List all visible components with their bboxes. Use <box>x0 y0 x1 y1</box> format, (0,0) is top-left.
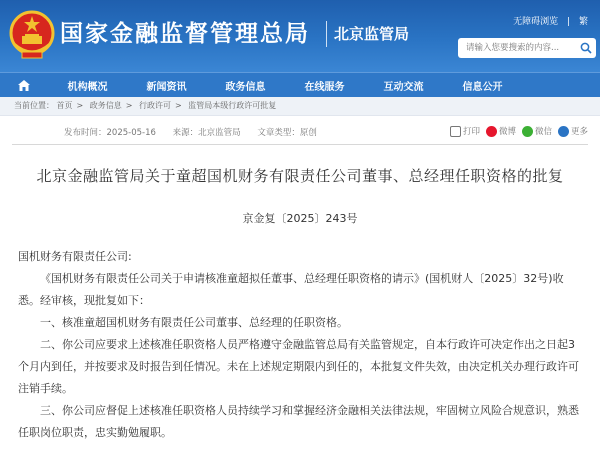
nav-item-disclosure[interactable]: 信息公开 <box>462 81 503 93</box>
nav-item-about[interactable]: 机构概况 <box>67 81 108 93</box>
nav-item-online-services[interactable]: 在线服务 <box>304 81 345 93</box>
nav-item-government-info[interactable]: 政务信息 <box>225 81 266 93</box>
top-links-divider: | <box>567 17 571 27</box>
main-nav <box>0 72 600 97</box>
accessibility-link[interactable]: 无障碍浏览 <box>513 17 559 27</box>
sub-site-title[interactable]: 北京监管局 <box>334 25 410 43</box>
wechat-icon <box>522 126 533 137</box>
weibo-icon <box>486 126 497 137</box>
document-paragraph: 《国机财务有限责任公司关于申请核准童超拟任董事、总经理任职资格的请示》(国机财人〔2025〕32号)收悉。经审核，现批复如下： <box>18 272 564 307</box>
share-bar <box>444 125 588 137</box>
document-title: 北京金融监管局关于童超国机财务有限责任公司董事、总经理任职资格的批复 <box>36 167 564 185</box>
document-paragraph: 一、核准童超国机财务有限责任公司董事、总经理的任职资格。 <box>40 316 348 329</box>
national-emblem-icon[interactable] <box>8 8 56 62</box>
publish-date: 发布时间：2025-05-16 <box>64 128 156 138</box>
breadcrumb: 当前位置： 首页 > 政务信息 > 行政许可 > 监管局本级行政许可批复 <box>0 97 600 116</box>
traditional-chinese-link[interactable]: 繁 <box>578 17 588 27</box>
nav-home[interactable] <box>0 79 48 92</box>
search-button[interactable] <box>576 38 596 58</box>
search-input[interactable] <box>458 38 576 58</box>
home-icon <box>17 79 31 92</box>
more-share-button[interactable]: 更多 <box>558 125 588 137</box>
article-source: 来源：北京监管局 <box>172 128 241 138</box>
site-title[interactable]: 国家金融监督管理总局 <box>60 21 310 47</box>
document-paragraph: 三、你公司应督促上述核准任职资格人员持续学习和掌握经济金融相关法律法规，牢固树立风险合规意识，熟悉任职岗位职责，忠实勤勉履职。 <box>18 404 579 439</box>
document-recipient: 国机财务有限责任公司: <box>18 250 132 263</box>
breadcrumb-government-info[interactable]: 政务信息 <box>89 101 122 110</box>
wechat-share-button[interactable]: 微信 <box>522 125 552 137</box>
top-links <box>507 14 588 27</box>
breadcrumb-licensing[interactable]: 行政许可 <box>139 101 172 110</box>
more-icon <box>558 126 569 137</box>
nav-item-news[interactable]: 新闻资讯 <box>146 81 187 93</box>
breadcrumb-home[interactable]: 首页 <box>56 101 73 110</box>
print-button[interactable]: 打印 <box>450 125 480 137</box>
breadcrumb-current[interactable]: 监管局本级行政许可批复 <box>188 101 277 110</box>
title-divider <box>326 21 327 47</box>
document-paragraph: 二、你公司应要求上述核准任职资格人员严格遵守金融监管总局有关监管规定，自本行政许可决定作出之日起3个月内到任，并按要求及时报告到任情况。未在上述规定期限内到任的，本批复文件失效，由决定机关办理行政许可注销手续。 <box>18 338 579 395</box>
breadcrumb-label: 当前位置： <box>14 101 54 110</box>
document-body <box>0 246 600 444</box>
search-icon <box>580 42 592 54</box>
print-icon <box>450 126 461 137</box>
weibo-share-button[interactable]: 微博 <box>486 125 516 137</box>
nav-item-interaction[interactable]: 互动交流 <box>383 81 424 93</box>
article-type: 文章类型：原创 <box>257 128 317 138</box>
document-number: 京金复〔2025〕243号 <box>242 212 358 225</box>
site-header <box>0 0 600 72</box>
article-meta <box>12 116 588 145</box>
